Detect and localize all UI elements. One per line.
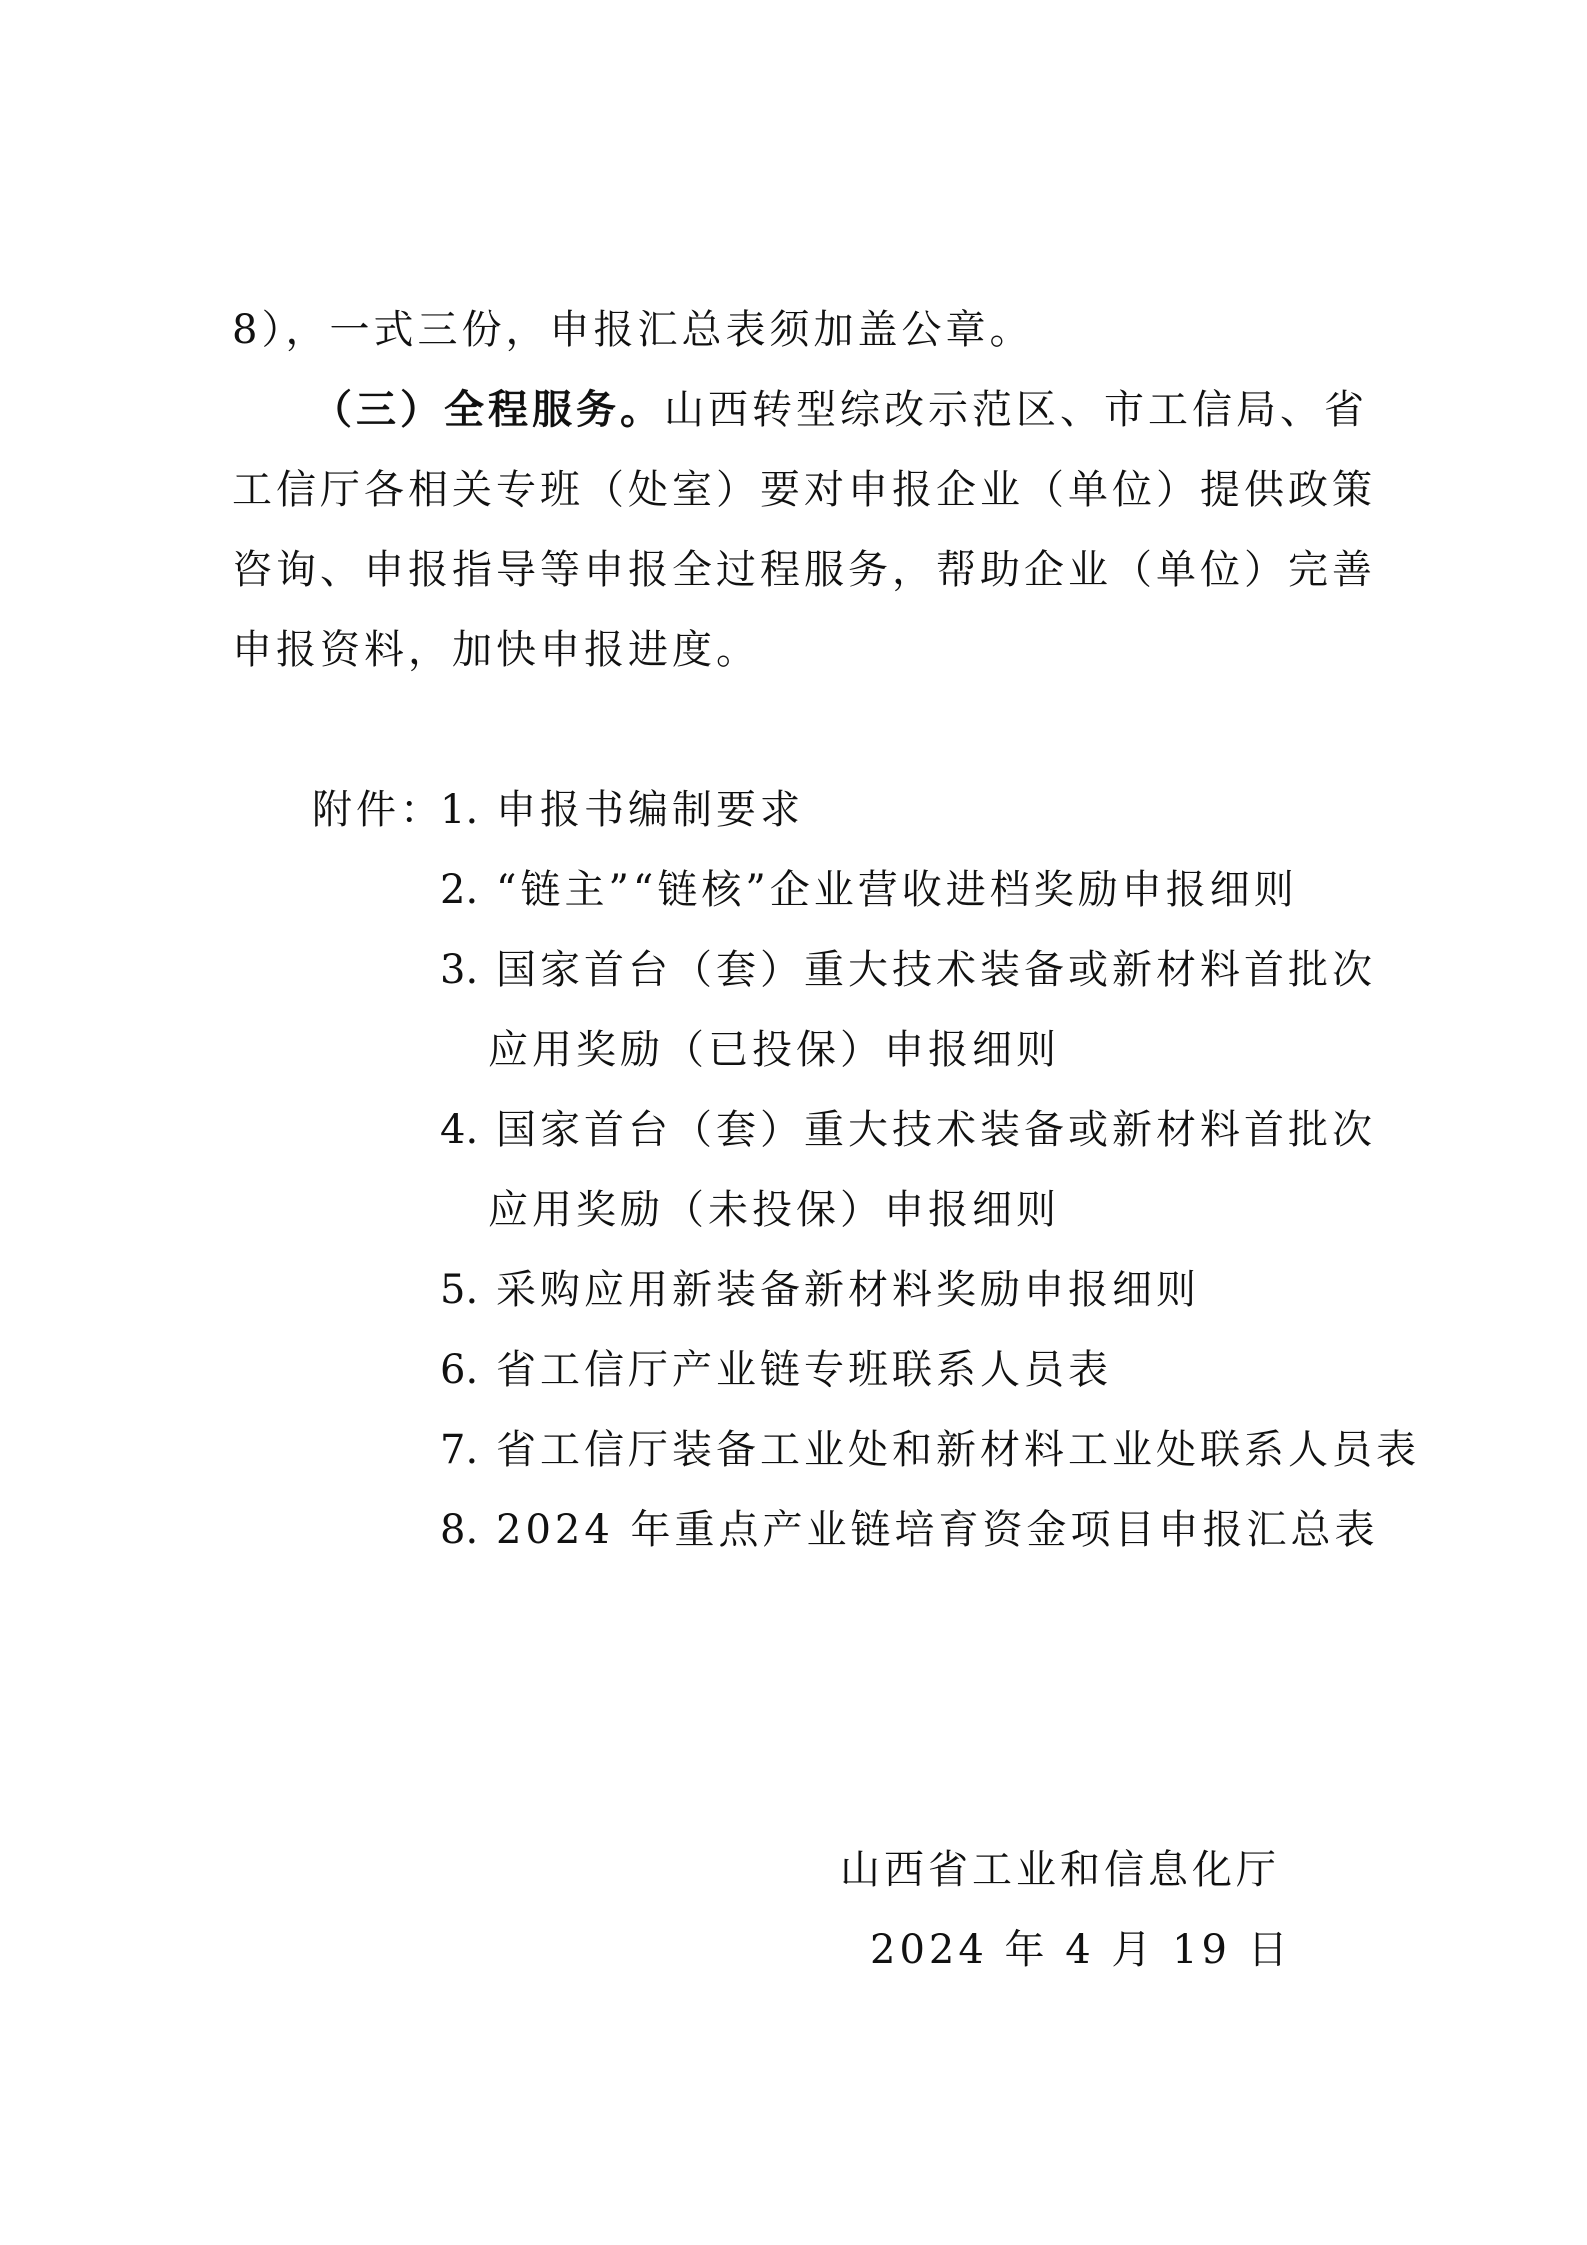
attachment-item-3-continuation: 应用奖励（已投保）申报细则: [488, 1027, 1060, 1073]
section-3-line-3: 咨询、申报指导等申报全过程服务，帮助企业（单位）完善: [232, 547, 1376, 593]
attachment-num: 4.: [440, 1107, 479, 1153]
attachment-text: 国家首台（套）重大技术装备或新材料首批次: [496, 947, 1376, 993]
attachment-item-4-continuation: 应用奖励（未投保）申报细则: [488, 1187, 1060, 1233]
attachment-num: 6.: [440, 1347, 479, 1393]
attachment-num: 5.: [440, 1267, 479, 1313]
attachment-item-1: [440, 786, 804, 834]
attachment-text: 省工信厅装备工业处和新材料工业处联系人员表: [496, 1427, 1420, 1473]
attachment-num: 2.: [440, 867, 479, 913]
attachment-text: “链主”“链核”企业营收进档奖励申报细则: [496, 867, 1298, 913]
attachment-text: 国家首台（套）重大技术装备或新材料首批次: [496, 1107, 1376, 1153]
body-line-1: 8），一式三份，申报汇总表须加盖公章。: [232, 307, 1034, 353]
attachment-text: 申报书编制要求: [496, 787, 804, 833]
attachment-text: 2024 年重点产业链培育资金项目申报汇总表: [496, 1507, 1379, 1553]
section-3-heading: （三）全程服务。: [312, 386, 664, 433]
attachment-num: 7.: [440, 1427, 479, 1473]
attachments-label: 附件：: [312, 787, 444, 833]
signature-date: 2024 年 4 月 19 日: [870, 1927, 1292, 1973]
attachment-num: 3.: [440, 947, 479, 993]
section-3-first-line: [312, 386, 1368, 434]
section-3-line1-rest: 山西转型综改示范区、市工信局、省: [664, 387, 1368, 433]
section-3-line-2: 工信厅各相关专班（处室）要对申报企业（单位）提供政策: [232, 467, 1376, 513]
signature-org: 山西省工业和信息化厅: [840, 1847, 1280, 1893]
attachment-num: 8.: [440, 1507, 479, 1553]
section-3-line-4: 申报资料，加快申报进度。: [232, 627, 760, 673]
attachment-item-8: [440, 1506, 1379, 1554]
attachment-item-2: [440, 866, 1298, 914]
attachment-text: 采购应用新装备新材料奖励申报细则: [496, 1267, 1200, 1313]
attachment-item-6: [440, 1346, 1112, 1394]
attachment-item-4: [440, 1106, 1376, 1154]
attachment-text: 省工信厅产业链专班联系人员表: [496, 1347, 1112, 1393]
attachment-item-3: [440, 946, 1376, 994]
attachment-num: 1.: [440, 787, 479, 833]
attachment-item-5: [440, 1266, 1200, 1314]
attachment-item-7: [440, 1426, 1420, 1474]
